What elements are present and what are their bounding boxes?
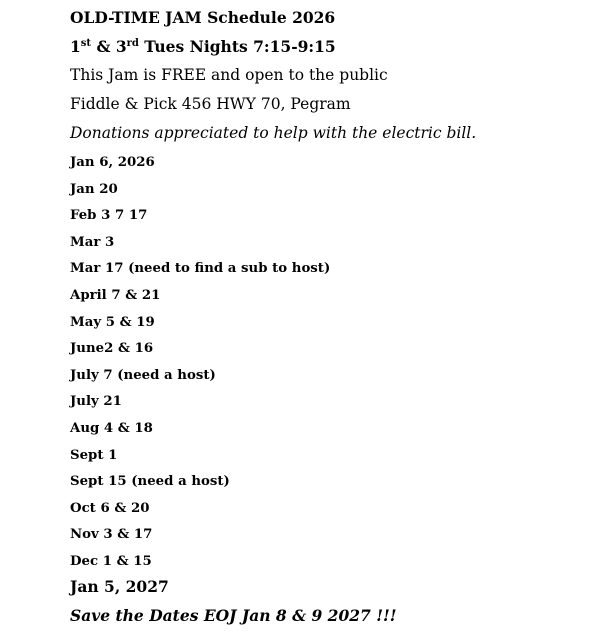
date-item: Nov 3 & 17: [70, 527, 153, 543]
subtitle-second-number: 3: [115, 37, 127, 56]
subtitle-first-ordinal: st: [80, 38, 92, 49]
date-item: July 7 (need a host): [70, 367, 216, 383]
schedule-title: OLD-TIME JAM Schedule 2026: [70, 8, 336, 27]
subtitle-first-number: 1: [70, 37, 81, 56]
date-item: Mar 3: [70, 234, 115, 250]
schedule-subtitle: [70, 39, 336, 55]
venue-address: Fiddle & Pick 456 HWY 70, Pegram: [70, 95, 351, 113]
jam-date-list: [70, 155, 330, 581]
donation-note: Donations appreciated to help with the electric bill.: [70, 124, 477, 142]
date-item: July 21: [70, 394, 122, 410]
date-item: June2 & 16: [70, 341, 154, 357]
date-item: April 7 & 21: [70, 287, 161, 303]
date-item: Jan 20: [70, 181, 118, 197]
subtitle-ampersand: &: [91, 37, 116, 56]
subtitle-second-ordinal: rd: [126, 38, 139, 49]
date-item: Oct 6 & 20: [70, 500, 150, 516]
save-the-dates-note: Save the Dates EOJ Jan 8 & 9 2027 !!!: [70, 606, 397, 625]
date-item: Sept 15 (need a host): [70, 474, 230, 490]
date-item: May 5 & 19: [70, 314, 155, 330]
date-item: Mar 17 (need to find a sub to host): [70, 261, 331, 277]
date-item: Jan 6, 2026: [70, 155, 155, 170]
next-year-date: Jan 5, 2027: [70, 577, 169, 596]
free-admission-note: This Jam is FREE and open to the public: [70, 66, 388, 84]
subtitle-time: Tues Nights 7:15-9:15: [138, 37, 336, 56]
date-item: Feb 3 7 17: [70, 208, 148, 224]
date-item: Sept 1: [70, 447, 118, 463]
date-item: Dec 1 & 15: [70, 553, 152, 569]
date-item: Aug 4 & 18: [70, 420, 153, 436]
